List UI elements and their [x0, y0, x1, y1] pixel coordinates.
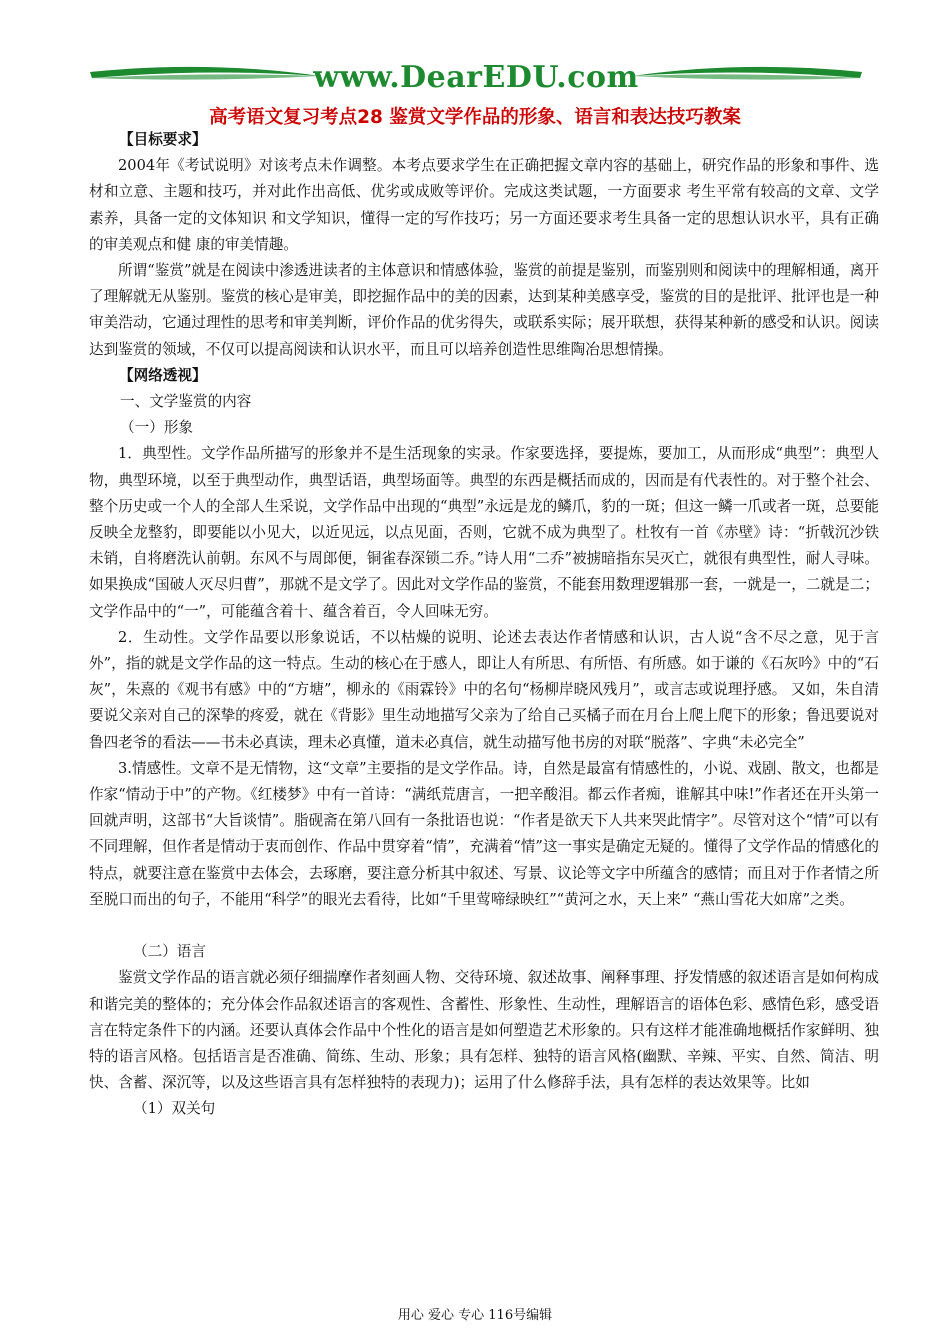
typical-paragraph: 1．典型性。文学作品所描写的形象并不是生活现象的实录。作家要选择，要提炼，要加工，从而形成“典型”：典型人物，典型环境，以至于典型动作，典型话语，典型场面等。典型的东西是概括而成的，因而是有代表性的。对于整个社会、整个历史或一个人的全部人生采说，文学作品中出现的“典型”永远是龙的鳞爪，豹的一斑；但这一鳞一爪或者一斑，总要能反映全龙整豹，即要能以小见大，以近见远，以点见面，否则，它就不成为典型了。杜牧有一首《赤壁》诗：“折戟沉沙铁未销，自将磨洗认前朝。东风不与周郎便，铜雀春深锁二乔。”诗人用“二乔”被掳暗指东吴灭亡，就很有典型性，耐人寻味。如果换成“国破人灭尽归曹”，那就不是文学了。因此对文学作品的鉴赏，不能套用数理逻辑那一套，一就是一，二就是二；文学作品中的“一”，可能蕴含着十、蕴含着百，令人回味无穷。 [89, 445, 879, 620]
emotion-paragraph: 3.情感性。文章不是无情物，这“文章”主要指的是文学作品。诗，自然是最富有情感性的，小说、戏剧、散文，也都是作家“情动于中”的产物。《红楼梦》中有一首诗：“满纸荒唐言，一把辛酸泪。都云作者痴，谁解其中味!”作者还在开头第一回就声明，这部书“大旨谈情”。脂砚斋在第八回有一条批语也说：“作者是欲天下人共来哭此情字”。尽管对这个“情”可以有不同理解，但作者是情动于衷而创作、作品中贯穿着“情”，充满着“情”这一事实是确定无疑的。懂得了文学作品的情感化的特点，就要注意在鉴赏中去体会，去琢磨，要注意分析其中叙述、写景、议论等文字中所蕴含的感情；而且对于作者情之所至脱口而出的句子，不能用“科学”的眼光去看待，比如“千里莺啼绿映红”“黄河之水，天上来” “燕山雪花大如席”之类。 [89, 759, 879, 908]
blank-line [89, 913, 879, 939]
page-footer: 用心 爱心 专心 116号编辑 [397, 1308, 553, 1323]
goals-paragraph-2: 所谓“鉴赏”就是在阅读中渗透进读者的主体意识和情感体验，鉴赏的前提是鉴别，而鉴别则和阅读中的理解相通，离开了理解就无从鉴别。鉴赏的核心是审美，即挖掘作品中的美的因素，达到某种美感享受，鉴赏的目的是批评、批评也是一种审美浩动，它通过理性的思考和审美判断，评价作品的优劣得失，或联系实际；展开联想，获得某种新的感受和认识。阅读达到鉴赏的领域，不仅可以提高阅读和认识水平，而且可以培养创造性思维陶冶思想情操。 [89, 262, 879, 358]
document-body [89, 127, 879, 1123]
site-logo: www.DearEDU.com [313, 60, 639, 95]
language-heading: （二）语言 [133, 943, 206, 961]
image-heading: （一）形象 [120, 419, 193, 437]
site-header [88, 58, 864, 102]
language-paragraph: 鉴赏文学作品的语言就必须仔细揣摩作者刻画人物、交待环境、叙述故事、阐释事理、抒发情感的叙述语言是如何构成和谐完美的整体的；充分体会作品叙述语言的客观性、含蓄性、形象性、生动性，理解语言的语体色彩、感情色彩，感受语言在特定条件下的内涵。还要认真体会作品中个性化的语言是如何塑造艺术形象的。只有这样才能准确地概括作家鲜明、独特的语言风格。包括语言是否准确、简练、生动、形象；具有怎样、独特的语言风格(幽默、辛辣、平实、自然、简洁、明快、含蓄、深沉等，以及这些语言具有怎样独特的表现力)；运用了什么修辞手法，具有怎样的表达效果等。比如 [89, 969, 879, 1092]
vivid-paragraph: 2．生动性。文学作品要以形象说话，不以枯燥的说明、论述去表达作者情感和认识，古人说“含不尽之意，见于言外”，指的就是文学作品的这一特点。生动的核心在于感人，即让人有所思、有所悟、有所感。如于谦的《石灰吟》中的“石灰”，朱熹的《观书有感》中的“方塘”，柳永的《雨霖铃》中的名句“杨柳岸晓风残月”，或言志或说理抒感。 又如，朱自清要说父亲对自己的深挚的疼爱，就在《背影》里生动地描写父亲为了给自己买橘子而在月台上爬上爬下的形象；鲁迅要说对鲁四老爷的看法——书未必真读，理未必真懂，道未必真信，就生动描写他书房的对联“脱落”、字典“未必完全” [89, 628, 879, 751]
page-title: 高考语文复习考点28 鉴赏文学作品的形象、语言和表达技巧教案 [209, 107, 741, 128]
part1-heading: 一、文学鉴赏的内容 [120, 393, 252, 411]
goals-heading: 【目标要求】 [119, 131, 207, 148]
pun-heading: （1）双关句 [133, 1100, 216, 1118]
network-heading: 【网络透视】 [119, 366, 207, 384]
goals-paragraph-1: 2004年《考试说明》对该考点未作调整。本考点要求学生在正确把握文章内容的基础上，研究作品的形象和事件、选 材和立意、主题和技巧，并对此作出高低、优劣或成败等评价。完成这类试题，一方面要求 考生平常有较高的文章、文学素养，具备一定的文体知识 和文学知识，懂得一定的写作技巧；另一方面还要求考生具备一定的思想认识水平，具有正确的审美观点和健 康的审美情趣。 [89, 157, 879, 253]
